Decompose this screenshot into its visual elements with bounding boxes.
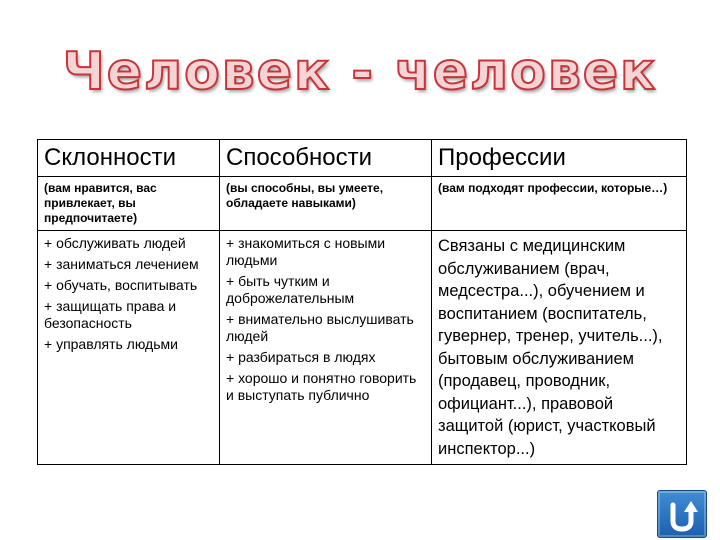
inclinations-list (38, 231, 220, 465)
list-item: + обучать, воспитывать (44, 277, 198, 293)
professions-cell (432, 231, 687, 465)
list-item: + разбираться в людях (226, 349, 376, 365)
list-item: + быть чутким и доброжелательным (226, 273, 355, 306)
header-cell-abilities (220, 140, 432, 177)
abilities-list (220, 231, 432, 465)
subheader-inclinations: (вам нравится, вас привлекает, вы предпочитаете) (44, 181, 157, 225)
page-title: Человек - человек (62, 42, 658, 102)
header-cell-inclinations (38, 140, 220, 177)
subheader-row (38, 177, 687, 231)
back-button[interactable] (657, 490, 707, 538)
list-item: + хорошо и понятно говорить и выступать публично (226, 370, 417, 403)
subheader-professions: (вам подходят профессии, которые…) (438, 181, 668, 195)
list-item: + заниматься лечением (44, 256, 199, 272)
list-item: + знакомиться с новыми людьми (226, 235, 386, 268)
header-professions: Профессии (438, 144, 566, 171)
list-item: + внимательно выслушивать людей (226, 311, 414, 344)
header-inclinations: Склонности (44, 144, 176, 171)
header-row (38, 140, 687, 177)
professions-text: Связаны с медицинским обслуживанием (врач, медсестра...), обучением и воспитанием (воспитатель, гувернер, тренер, учитель...), бытовым обслуживанием (продавец, проводник, официант...), правовой защитой (юрист, участковый инспектор...) (438, 237, 663, 458)
subheader-abilities: (вы способны, вы умеете, обладаете навыками) (226, 181, 384, 210)
content-row (38, 231, 687, 465)
subheader-cell-abilities (220, 177, 432, 231)
subheader-cell-inclinations (38, 177, 220, 231)
list-item: + защищать права и безопасность (44, 298, 177, 331)
interests-table (37, 139, 687, 465)
u-turn-back-icon (658, 491, 706, 537)
header-cell-professions (432, 140, 687, 177)
header-abilities: Способности (226, 144, 373, 171)
list-item: + управлять людьми (44, 336, 178, 352)
list-item: + обслуживать людей (44, 235, 186, 251)
subheader-cell-professions (432, 177, 687, 231)
